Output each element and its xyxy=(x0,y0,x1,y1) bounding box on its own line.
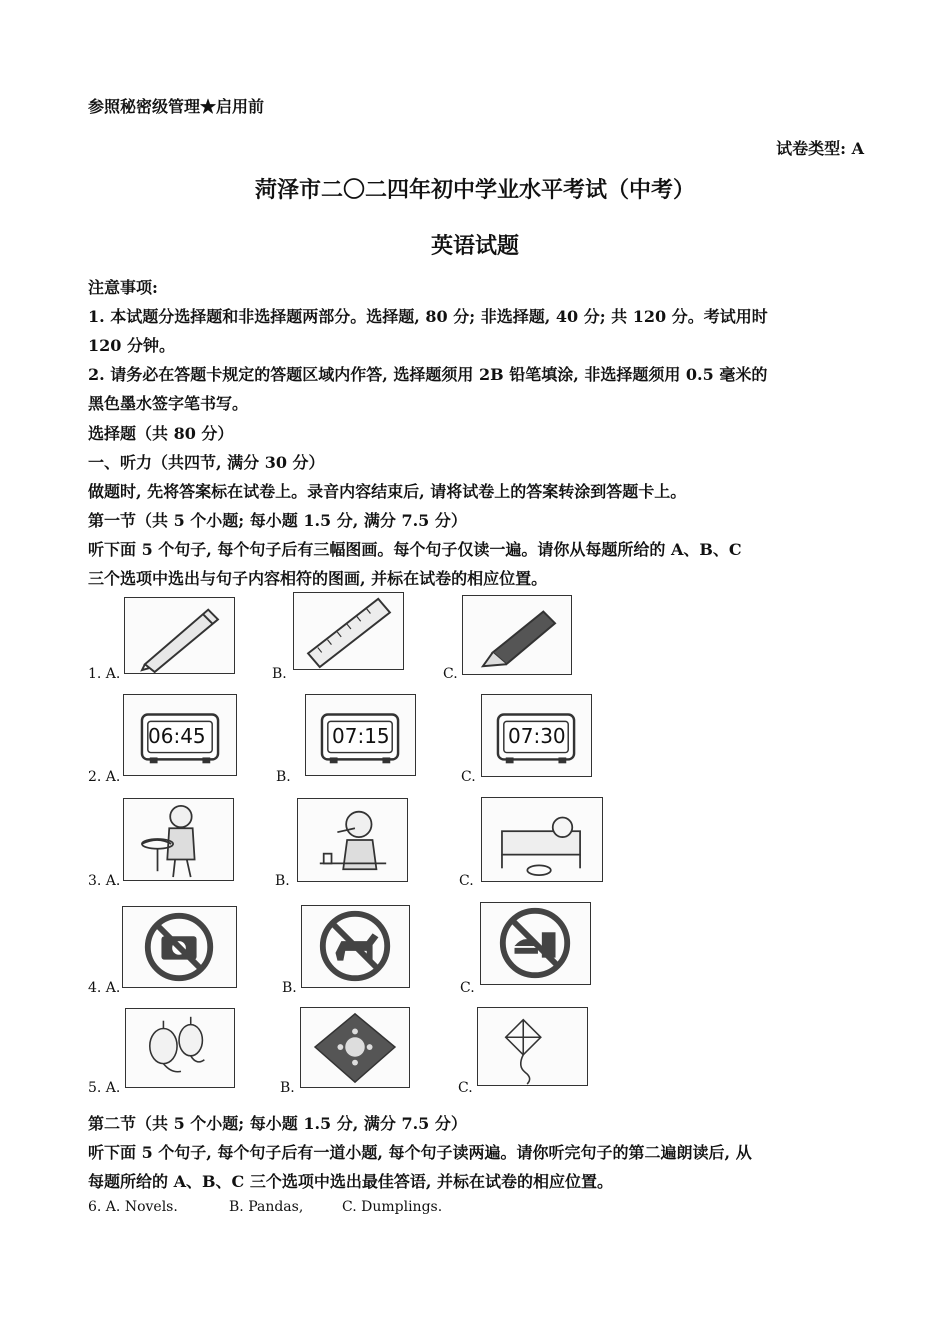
q4-option-a: 4. A. xyxy=(88,980,121,996)
page-title: 菏泽市二〇二四年初中学业水平考试（中考） xyxy=(254,177,695,203)
no-dogs-icon xyxy=(301,905,410,988)
section-choice-heading: 选择题（共 80 分） xyxy=(88,424,234,443)
note-1-line-1: 1. 本试题分选择题和非选择题两部分。选择题, 80 分; 非选择题, 40 分; 共 120 分。考试用时 xyxy=(88,307,768,326)
clock-b-time: 07:15 xyxy=(332,724,390,748)
q5-option-c: C. xyxy=(458,1080,473,1096)
lanterns-icon xyxy=(125,1008,235,1088)
boy-brushing-teeth-icon xyxy=(297,798,408,882)
q3-option-a: 3. A. xyxy=(88,873,121,889)
q4-option-b: B. xyxy=(282,980,297,996)
section2-heading: 第二节（共 5 个小题; 每小题 1.5 分, 满分 7.5 分） xyxy=(88,1114,467,1133)
q2-option-a: 2. A. xyxy=(88,769,121,785)
q5-option-a: 5. A. xyxy=(88,1080,121,1096)
q6-option-b: B. Pandas, xyxy=(229,1199,304,1215)
q4-option-c: C. xyxy=(460,980,475,996)
clock-c-time: 07:30 xyxy=(508,724,566,748)
page-subtitle: 英语试题 xyxy=(430,233,519,259)
q6-option-c: C. Dumplings. xyxy=(342,1199,443,1215)
clock-a-time: 06:45 xyxy=(148,724,206,748)
note-1-line-2: 120 分钟。 xyxy=(88,336,175,355)
q3-option-c: C. xyxy=(459,873,474,889)
boy-sleeping-icon xyxy=(481,797,603,882)
part1-heading: 一、听力（共四节, 满分 30 分） xyxy=(88,453,325,472)
part1-instruction: 做题时, 先将答案标在试卷上。录音内容结束后, 请将试卷上的答案转涂到答题卡上。 xyxy=(88,482,687,501)
section1-instruction-line-1: 听下面 5 个句子, 每个句子后有三幅图画。每个句子仅读一遍。请你从每题所给的 A、B、C xyxy=(88,540,742,559)
notes-heading: 注意事项: xyxy=(88,278,158,297)
secrecy-label: 参照秘密级管理★启用前 xyxy=(88,97,265,116)
fountain-pen-icon xyxy=(462,595,572,675)
paper-type-label: 试卷类型: A xyxy=(776,139,864,158)
section2-instruction-line-1: 听下面 5 个句子, 每个句子后有一道小题, 每个句子读两遍。请你听完句子的第二遍朗读后, 从 xyxy=(88,1143,752,1162)
paper-cut-icon xyxy=(300,1007,410,1088)
q1-option-b: B. xyxy=(272,666,287,682)
q6-option-a: 6. A. Novels. xyxy=(88,1199,178,1215)
note-2-line-1: 2. 请务必在答题卡规定的答题区域内作答, 选择题须用 2B 铅笔填涂, 非选择题须用 0.5 毫米的 xyxy=(88,365,768,384)
q5-option-b: B. xyxy=(280,1080,295,1096)
ruler-icon xyxy=(293,592,404,670)
q1-option-c: C. xyxy=(443,666,458,682)
boy-washing-icon xyxy=(123,798,234,881)
section1-heading: 第一节（共 5 个小题; 每小题 1.5 分, 满分 7.5 分） xyxy=(88,511,467,530)
q2-option-b: B. xyxy=(276,769,291,785)
pencil-icon xyxy=(124,597,235,674)
q1-option-a: 1. A. xyxy=(88,666,121,682)
kite-icon xyxy=(477,1007,588,1086)
no-photos-icon xyxy=(122,906,237,988)
q2-option-c: C. xyxy=(461,769,476,785)
note-2-line-2: 黑色墨水签字笔书写。 xyxy=(88,394,249,413)
section2-instruction-line-2: 每题所给的 A、B、C 三个选项中选出最佳答语, 并标在试卷的相应位置。 xyxy=(88,1172,613,1191)
no-food-drink-icon xyxy=(480,902,591,985)
section1-instruction-line-2: 三个选项中选出与句子内容相符的图画, 并标在试卷的相应位置。 xyxy=(88,569,548,588)
q3-option-b: B. xyxy=(275,873,290,889)
